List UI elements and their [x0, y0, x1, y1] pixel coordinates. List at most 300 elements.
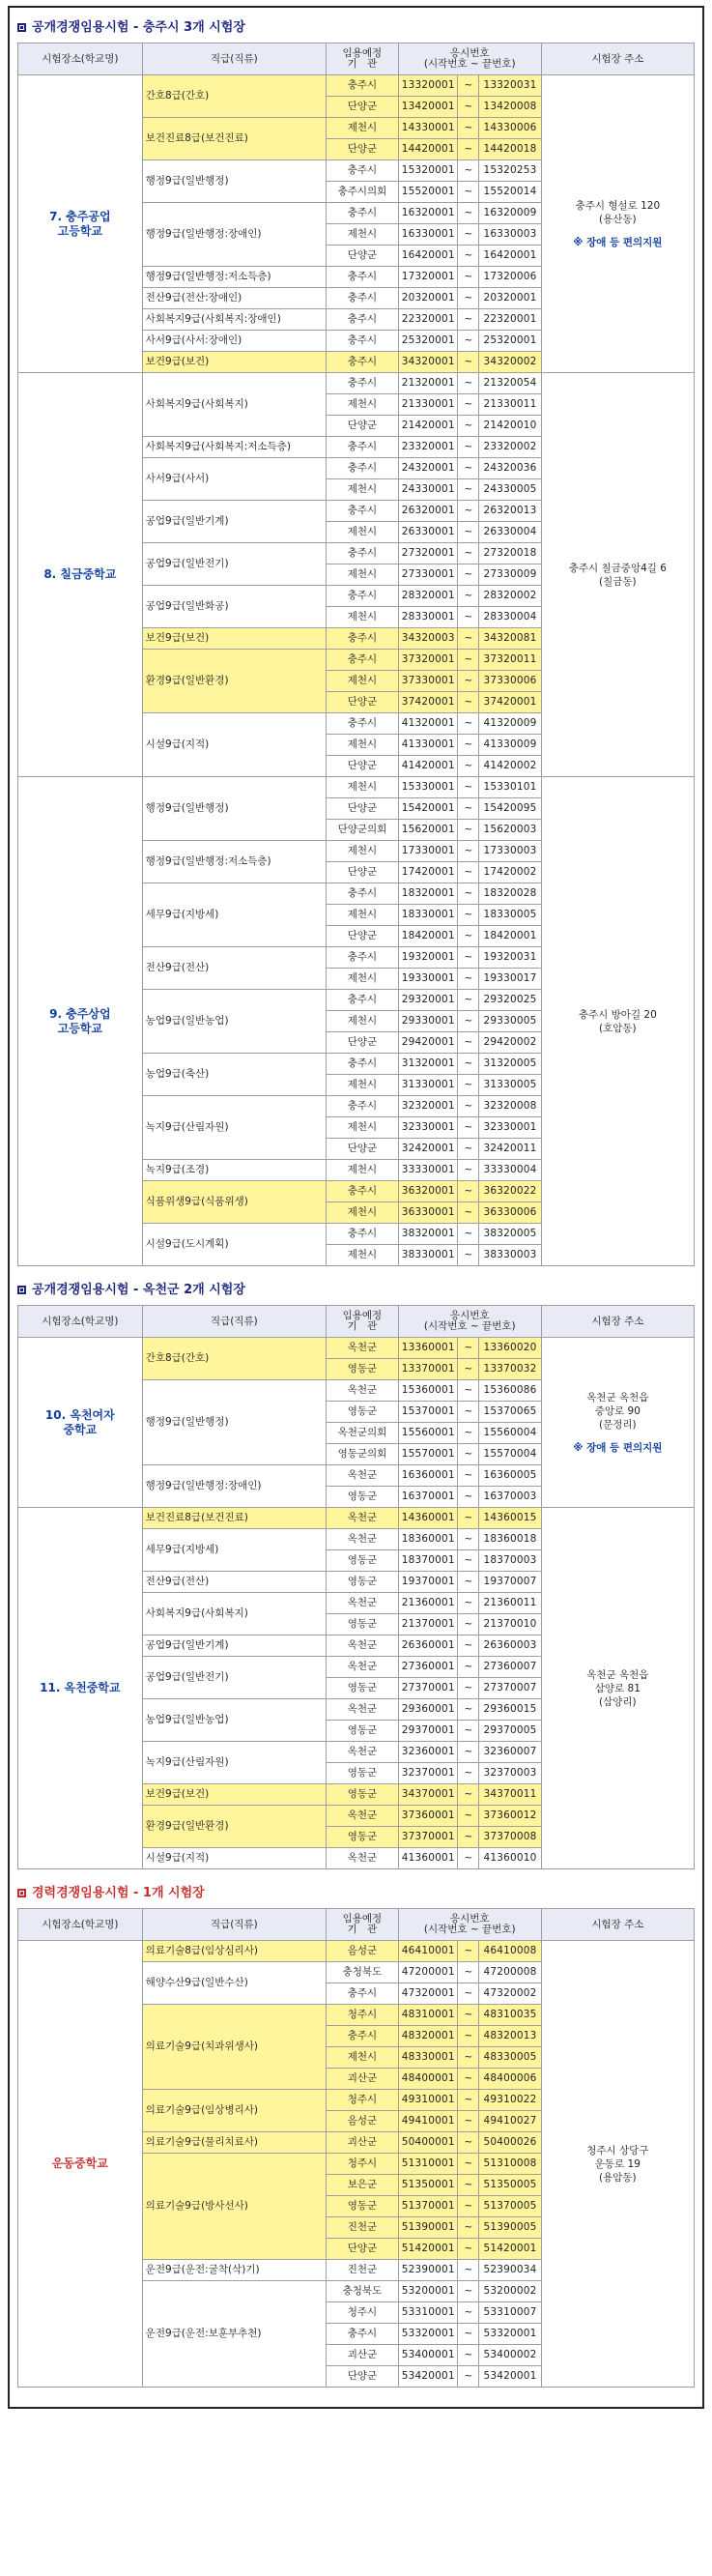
header-address: 시험장 주소 [541, 1909, 694, 1941]
tilde: ~ [458, 75, 479, 97]
start-number: 37360001 [398, 1806, 458, 1827]
position-cell: 농업9급(일반농업) [142, 990, 326, 1054]
tilde: ~ [458, 479, 479, 501]
position-cell: 행정9급(일반행정) [142, 777, 326, 841]
start-number: 51370001 [398, 2196, 458, 2217]
school-name: 10. 옥천여자 중학교 [18, 1338, 143, 1508]
end-number: 19330017 [479, 969, 541, 990]
tilde: ~ [458, 2132, 479, 2154]
end-number: 31330005 [479, 1075, 541, 1096]
start-number: 17420001 [398, 862, 458, 883]
end-number: 14360015 [479, 1508, 541, 1529]
position-cell: 간호8급(간호) [142, 1338, 326, 1380]
end-number: 53320001 [479, 2324, 541, 2345]
square-bullet-icon [17, 1889, 26, 1897]
tilde: ~ [458, 947, 479, 969]
start-number: 48310001 [398, 2005, 458, 2026]
tilde: ~ [458, 777, 479, 798]
end-number: 27330009 [479, 564, 541, 586]
start-number: 17330001 [398, 841, 458, 862]
end-number: 36330006 [479, 1202, 541, 1224]
tilde: ~ [458, 2345, 479, 2366]
agency-cell: 충주시 [327, 1054, 399, 1075]
start-number: 26320001 [398, 501, 458, 522]
exam-site-table [17, 1305, 695, 1869]
tilde: ~ [458, 735, 479, 756]
end-number: 53310007 [479, 2302, 541, 2324]
agency-cell: 충주시 [327, 267, 399, 288]
tilde: ~ [458, 2175, 479, 2196]
agency-cell: 충주시 [327, 352, 399, 373]
agency-cell: 충주시 [327, 203, 399, 224]
agency-cell: 영동군 [327, 1402, 399, 1423]
agency-cell: 제천시 [327, 1245, 399, 1266]
end-number: 51370005 [479, 2196, 541, 2217]
end-number: 47200008 [479, 1962, 541, 1983]
agency-cell: 충주시 [327, 160, 399, 182]
table-row [18, 1941, 695, 1962]
tilde: ~ [458, 2090, 479, 2111]
start-number: 14360001 [398, 1508, 458, 1529]
end-number: 31320005 [479, 1054, 541, 1075]
header-position: 직급(직류) [142, 1306, 326, 1338]
tilde: ~ [458, 1465, 479, 1487]
start-number: 49410001 [398, 2111, 458, 2132]
position-cell: 의료기술8급(임상심리사) [142, 1941, 326, 1962]
tilde: ~ [458, 671, 479, 692]
end-number: 32420011 [479, 1139, 541, 1160]
agency-cell: 옥천군 [327, 1380, 399, 1402]
end-number: 13360020 [479, 1338, 541, 1359]
tilde: ~ [458, 1181, 479, 1202]
position-cell: 사서9급(사서:장애인) [142, 331, 326, 352]
agency-cell: 충청북도 [327, 2281, 399, 2302]
agency-cell: 충주시 [327, 288, 399, 309]
tilde: ~ [458, 1699, 479, 1721]
tilde: ~ [458, 501, 479, 522]
end-number: 18420001 [479, 926, 541, 947]
start-number: 29360001 [398, 1699, 458, 1721]
start-number: 31330001 [398, 1075, 458, 1096]
start-number: 31320001 [398, 1054, 458, 1075]
agency-cell: 단양군 [327, 1139, 399, 1160]
tilde: ~ [458, 1614, 479, 1635]
agency-cell: 음성군 [327, 1941, 399, 1962]
agency-cell: 괴산군 [327, 2345, 399, 2366]
address-cell: 충주시 방아길 20 (호암동) [541, 777, 694, 1266]
end-number: 21360011 [479, 1593, 541, 1614]
end-number: 15570004 [479, 1444, 541, 1465]
agency-cell: 보은군 [327, 2175, 399, 2196]
end-number: 34320081 [479, 628, 541, 650]
end-number: 27360007 [479, 1657, 541, 1678]
tilde: ~ [458, 97, 479, 118]
end-number: 24330005 [479, 479, 541, 501]
start-number: 41420001 [398, 756, 458, 777]
end-number: 20320001 [479, 288, 541, 309]
tilde: ~ [458, 820, 479, 841]
position-cell: 시설9급(도시계획) [142, 1224, 326, 1266]
tilde: ~ [458, 905, 479, 926]
position-cell: 간호8급(간호) [142, 75, 326, 118]
end-number: 26360003 [479, 1635, 541, 1657]
header-agency: 임용예정 기 관 [327, 1306, 399, 1338]
start-number: 48330001 [398, 2047, 458, 2069]
position-cell: 세무9급(지방세) [142, 1529, 326, 1572]
agency-cell: 충주시의회 [327, 182, 399, 203]
tilde: ~ [458, 2239, 479, 2260]
address-cell: 옥천군 옥천읍 중앙로 90 (문정리) ※ 장애 등 편의지원 [541, 1338, 694, 1508]
end-number: 21370010 [479, 1614, 541, 1635]
position-cell: 의료기술9급(물리치료사) [142, 2132, 326, 2154]
agency-cell: 충주시 [327, 586, 399, 607]
agency-cell: 단양군 [327, 862, 399, 883]
position-cell: 전산9급(전산) [142, 947, 326, 990]
end-number: 52390034 [479, 2260, 541, 2281]
tilde: ~ [458, 586, 479, 607]
end-number: 51390005 [479, 2217, 541, 2239]
address-cell: 충주시 칠금중앙4길 6 (칠금동) [541, 373, 694, 777]
tilde: ~ [458, 628, 479, 650]
tilde: ~ [458, 416, 479, 437]
tilde: ~ [458, 1338, 479, 1359]
agency-cell: 단양군 [327, 246, 399, 267]
end-number: 29320025 [479, 990, 541, 1011]
header-number: 응시번호 (시작번호 ~ 끝번호) [398, 1306, 541, 1338]
exam-site-document [8, 6, 704, 2409]
tilde: ~ [458, 1962, 479, 1983]
start-number: 15570001 [398, 1444, 458, 1465]
start-number: 47320001 [398, 1983, 458, 2005]
start-number: 18330001 [398, 905, 458, 926]
tilde: ~ [458, 1096, 479, 1117]
tilde: ~ [458, 1054, 479, 1075]
start-number: 21370001 [398, 1614, 458, 1635]
start-number: 20320001 [398, 288, 458, 309]
agency-cell: 단양군 [327, 692, 399, 713]
tilde: ~ [458, 1678, 479, 1699]
start-number: 28330001 [398, 607, 458, 628]
position-cell: 해양수산9급(일반수산) [142, 1962, 326, 2005]
agency-cell: 충주시 [327, 437, 399, 458]
tilde: ~ [458, 1117, 479, 1139]
agency-cell: 영동군 [327, 1572, 399, 1593]
start-number: 53320001 [398, 2324, 458, 2345]
agency-cell: 영동군 [327, 1678, 399, 1699]
agency-cell: 음성군 [327, 2111, 399, 2132]
position-cell: 시설9급(지적) [142, 1848, 326, 1869]
position-cell: 공업9급(일반전기) [142, 543, 326, 586]
start-number: 49310001 [398, 2090, 458, 2111]
end-number: 49310022 [479, 2090, 541, 2111]
start-number: 52390001 [398, 2260, 458, 2281]
agency-cell: 충주시 [327, 1224, 399, 1245]
position-cell: 의료기술9급(치과위생사) [142, 2005, 326, 2090]
agency-cell: 제천시 [327, 522, 399, 543]
agency-cell: 제천시 [327, 1117, 399, 1139]
end-number: 15620003 [479, 820, 541, 841]
end-number: 26330004 [479, 522, 541, 543]
tilde: ~ [458, 394, 479, 416]
start-number: 32370001 [398, 1763, 458, 1784]
end-number: 15560004 [479, 1423, 541, 1444]
tilde: ~ [458, 1572, 479, 1593]
end-number: 23320002 [479, 437, 541, 458]
agency-cell: 충주시 [327, 947, 399, 969]
agency-cell: 옥천군 [327, 1593, 399, 1614]
agency-cell: 충주시 [327, 331, 399, 352]
start-number: 41360001 [398, 1848, 458, 1869]
end-number: 53420001 [479, 2366, 541, 2388]
tilde: ~ [458, 1941, 479, 1962]
start-number: 38320001 [398, 1224, 458, 1245]
end-number: 13420008 [479, 97, 541, 118]
start-number: 19370001 [398, 1572, 458, 1593]
start-number: 28320001 [398, 586, 458, 607]
end-number: 29420002 [479, 1032, 541, 1054]
agency-cell: 영동군 [327, 1827, 399, 1848]
end-number: 53400002 [479, 2345, 541, 2366]
position-cell: 보건진료8급(보건진료) [142, 118, 326, 160]
end-number: 38330003 [479, 1245, 541, 1266]
tilde: ~ [458, 1784, 479, 1806]
end-number: 16360005 [479, 1465, 541, 1487]
tilde: ~ [458, 2196, 479, 2217]
end-number: 41360010 [479, 1848, 541, 1869]
agency-cell: 옥천군 [327, 1657, 399, 1678]
end-number: 41320009 [479, 713, 541, 735]
tilde: ~ [458, 798, 479, 820]
end-number: 17420002 [479, 862, 541, 883]
agency-cell: 충주시 [327, 501, 399, 522]
start-number: 19330001 [398, 969, 458, 990]
end-number: 49410027 [479, 2111, 541, 2132]
exam-site-table [17, 1908, 695, 2388]
agency-cell: 충주시 [327, 1181, 399, 1202]
tilde: ~ [458, 1359, 479, 1380]
tilde: ~ [458, 224, 479, 246]
position-cell: 환경9급(일반환경) [142, 650, 326, 713]
table-row [18, 1338, 695, 1359]
end-number: 13320031 [479, 75, 541, 97]
end-number: 51350005 [479, 2175, 541, 2196]
start-number: 50400001 [398, 2132, 458, 2154]
end-number: 24320036 [479, 458, 541, 479]
agency-cell: 옥천군 [327, 1635, 399, 1657]
end-number: 15370065 [479, 1402, 541, 1423]
tilde: ~ [458, 607, 479, 628]
agency-cell: 옥천군 [327, 1508, 399, 1529]
tilde: ~ [458, 458, 479, 479]
agency-cell: 영동군 [327, 1614, 399, 1635]
tilde: ~ [458, 1550, 479, 1572]
agency-cell: 제천시 [327, 671, 399, 692]
position-cell: 환경9급(일반환경) [142, 1806, 326, 1848]
agency-cell: 충주시 [327, 990, 399, 1011]
end-number: 29330005 [479, 1011, 541, 1032]
agency-cell: 충청북도 [327, 1962, 399, 1983]
tilde: ~ [458, 1487, 479, 1508]
position-cell: 보건9급(보건) [142, 628, 326, 650]
exam-site-table [17, 43, 695, 1266]
start-number: 34320003 [398, 628, 458, 650]
tilde: ~ [458, 650, 479, 671]
end-number: 27320018 [479, 543, 541, 564]
tilde: ~ [458, 2111, 479, 2132]
square-bullet-icon [17, 1286, 26, 1294]
header-site: 시험장소(학교명) [18, 1909, 143, 1941]
start-number: 15370001 [398, 1402, 458, 1423]
position-cell: 공업9급(일반기계) [142, 1635, 326, 1657]
end-number: 32330001 [479, 1117, 541, 1139]
start-number: 15330001 [398, 777, 458, 798]
end-number: 51420001 [479, 2239, 541, 2260]
end-number: 21320054 [479, 373, 541, 394]
agency-cell: 영동군 [327, 2196, 399, 2217]
agency-cell: 청주시 [327, 2302, 399, 2324]
agency-cell: 단양군 [327, 1032, 399, 1054]
agency-cell: 충주시 [327, 2026, 399, 2047]
tilde: ~ [458, 1529, 479, 1550]
position-cell: 보건9급(보건) [142, 352, 326, 373]
start-number: 53420001 [398, 2366, 458, 2388]
tilde: ~ [458, 1202, 479, 1224]
tilde: ~ [458, 969, 479, 990]
end-number: 53200002 [479, 2281, 541, 2302]
position-cell: 행정9급(일반행정:장애인) [142, 1465, 326, 1508]
tilde: ~ [458, 203, 479, 224]
agency-cell: 제천시 [327, 2047, 399, 2069]
start-number: 38330001 [398, 1245, 458, 1266]
start-number: 47200001 [398, 1962, 458, 1983]
start-number: 13420001 [398, 97, 458, 118]
agency-cell: 제천시 [327, 224, 399, 246]
end-number: 15320253 [479, 160, 541, 182]
agency-cell: 제천시 [327, 1075, 399, 1096]
tilde: ~ [458, 522, 479, 543]
agency-cell: 진천군 [327, 2260, 399, 2281]
position-cell: 전산9급(전산) [142, 1572, 326, 1593]
tilde: ~ [458, 2047, 479, 2069]
tilde: ~ [458, 2260, 479, 2281]
end-number: 47320002 [479, 1983, 541, 2005]
end-number: 22320001 [479, 309, 541, 331]
section-title: 공개경쟁임용시험 - 충주시 3개 시험장 [17, 17, 695, 39]
tilde: ~ [458, 1742, 479, 1763]
agency-cell: 충주시 [327, 309, 399, 331]
tilde: ~ [458, 543, 479, 564]
position-cell: 공업9급(일반화공) [142, 586, 326, 628]
agency-cell: 옥천군 [327, 1465, 399, 1487]
start-number: 36330001 [398, 1202, 458, 1224]
agency-cell: 진천군 [327, 2217, 399, 2239]
table-row [18, 373, 695, 394]
agency-cell: 단양군 [327, 2239, 399, 2260]
agency-cell: 충주시 [327, 373, 399, 394]
tilde: ~ [458, 2281, 479, 2302]
tilde: ~ [458, 926, 479, 947]
agency-cell: 옥천군 [327, 1529, 399, 1550]
start-number: 18320001 [398, 883, 458, 905]
position-cell: 공업9급(일반전기) [142, 1657, 326, 1699]
start-number: 37330001 [398, 671, 458, 692]
start-number: 19320001 [398, 947, 458, 969]
agency-cell: 제천시 [327, 118, 399, 139]
start-number: 51310001 [398, 2154, 458, 2175]
start-number: 32360001 [398, 1742, 458, 1763]
end-number: 18370003 [479, 1550, 541, 1572]
position-cell: 시설9급(지적) [142, 713, 326, 777]
end-number: 15330101 [479, 777, 541, 798]
start-number: 29420001 [398, 1032, 458, 1054]
start-number: 53400001 [398, 2345, 458, 2366]
start-number: 16370001 [398, 1487, 458, 1508]
start-number: 16360001 [398, 1465, 458, 1487]
agency-cell: 괴산군 [327, 2132, 399, 2154]
agency-cell: 단양군 [327, 756, 399, 777]
start-number: 22320001 [398, 309, 458, 331]
tilde: ~ [458, 331, 479, 352]
tilde: ~ [458, 1380, 479, 1402]
accessibility-note: ※ 장애 등 편의지원 [573, 1441, 663, 1454]
tilde: ~ [458, 2324, 479, 2345]
position-cell: 농업9급(축산) [142, 1054, 326, 1096]
end-number: 32360007 [479, 1742, 541, 1763]
tilde: ~ [458, 862, 479, 883]
position-cell: 세무9급(지방세) [142, 883, 326, 947]
tilde: ~ [458, 1848, 479, 1869]
start-number: 37320001 [398, 650, 458, 671]
start-number: 15320001 [398, 160, 458, 182]
end-number: 17320006 [479, 267, 541, 288]
agency-cell: 영동군 [327, 1784, 399, 1806]
tilde: ~ [458, 2026, 479, 2047]
end-number: 14330006 [479, 118, 541, 139]
agency-cell: 충주시 [327, 1096, 399, 1117]
start-number: 37370001 [398, 1827, 458, 1848]
start-number: 18370001 [398, 1550, 458, 1572]
agency-cell: 청주시 [327, 2090, 399, 2111]
school-name: 7. 충주공업 고등학교 [18, 75, 143, 373]
position-cell: 보건진료8급(보건진료) [142, 1508, 326, 1529]
end-number: 34320002 [479, 352, 541, 373]
header-number: 응시번호 (시작번호 ~ 끝번호) [398, 43, 541, 75]
tilde: ~ [458, 756, 479, 777]
tilde: ~ [458, 437, 479, 458]
position-cell: 사회복지9급(사회복지) [142, 1593, 326, 1635]
start-number: 18360001 [398, 1529, 458, 1550]
position-cell: 녹지9급(산림자원) [142, 1096, 326, 1160]
tilde: ~ [458, 309, 479, 331]
start-number: 51420001 [398, 2239, 458, 2260]
section-title: 공개경쟁임용시험 - 옥천군 2개 시험장 [17, 1280, 695, 1301]
position-cell: 사회복지9급(사회복지:장애인) [142, 309, 326, 331]
tilde: ~ [458, 373, 479, 394]
address-cell: 충주시 형설로 120 (용산동) ※ 장애 등 편의지원 [541, 75, 694, 373]
position-cell: 행정9급(일반행정:저소득층) [142, 267, 326, 288]
end-number: 19320031 [479, 947, 541, 969]
position-cell: 사회복지9급(사회복지) [142, 373, 326, 437]
end-number: 16420001 [479, 246, 541, 267]
tilde: ~ [458, 2302, 479, 2324]
tilde: ~ [458, 1160, 479, 1181]
school-name: 운동중학교 [18, 1941, 143, 2388]
end-number: 38320005 [479, 1224, 541, 1245]
start-number: 36320001 [398, 1181, 458, 1202]
start-number: 29330001 [398, 1011, 458, 1032]
end-number: 37330006 [479, 671, 541, 692]
start-number: 27370001 [398, 1678, 458, 1699]
